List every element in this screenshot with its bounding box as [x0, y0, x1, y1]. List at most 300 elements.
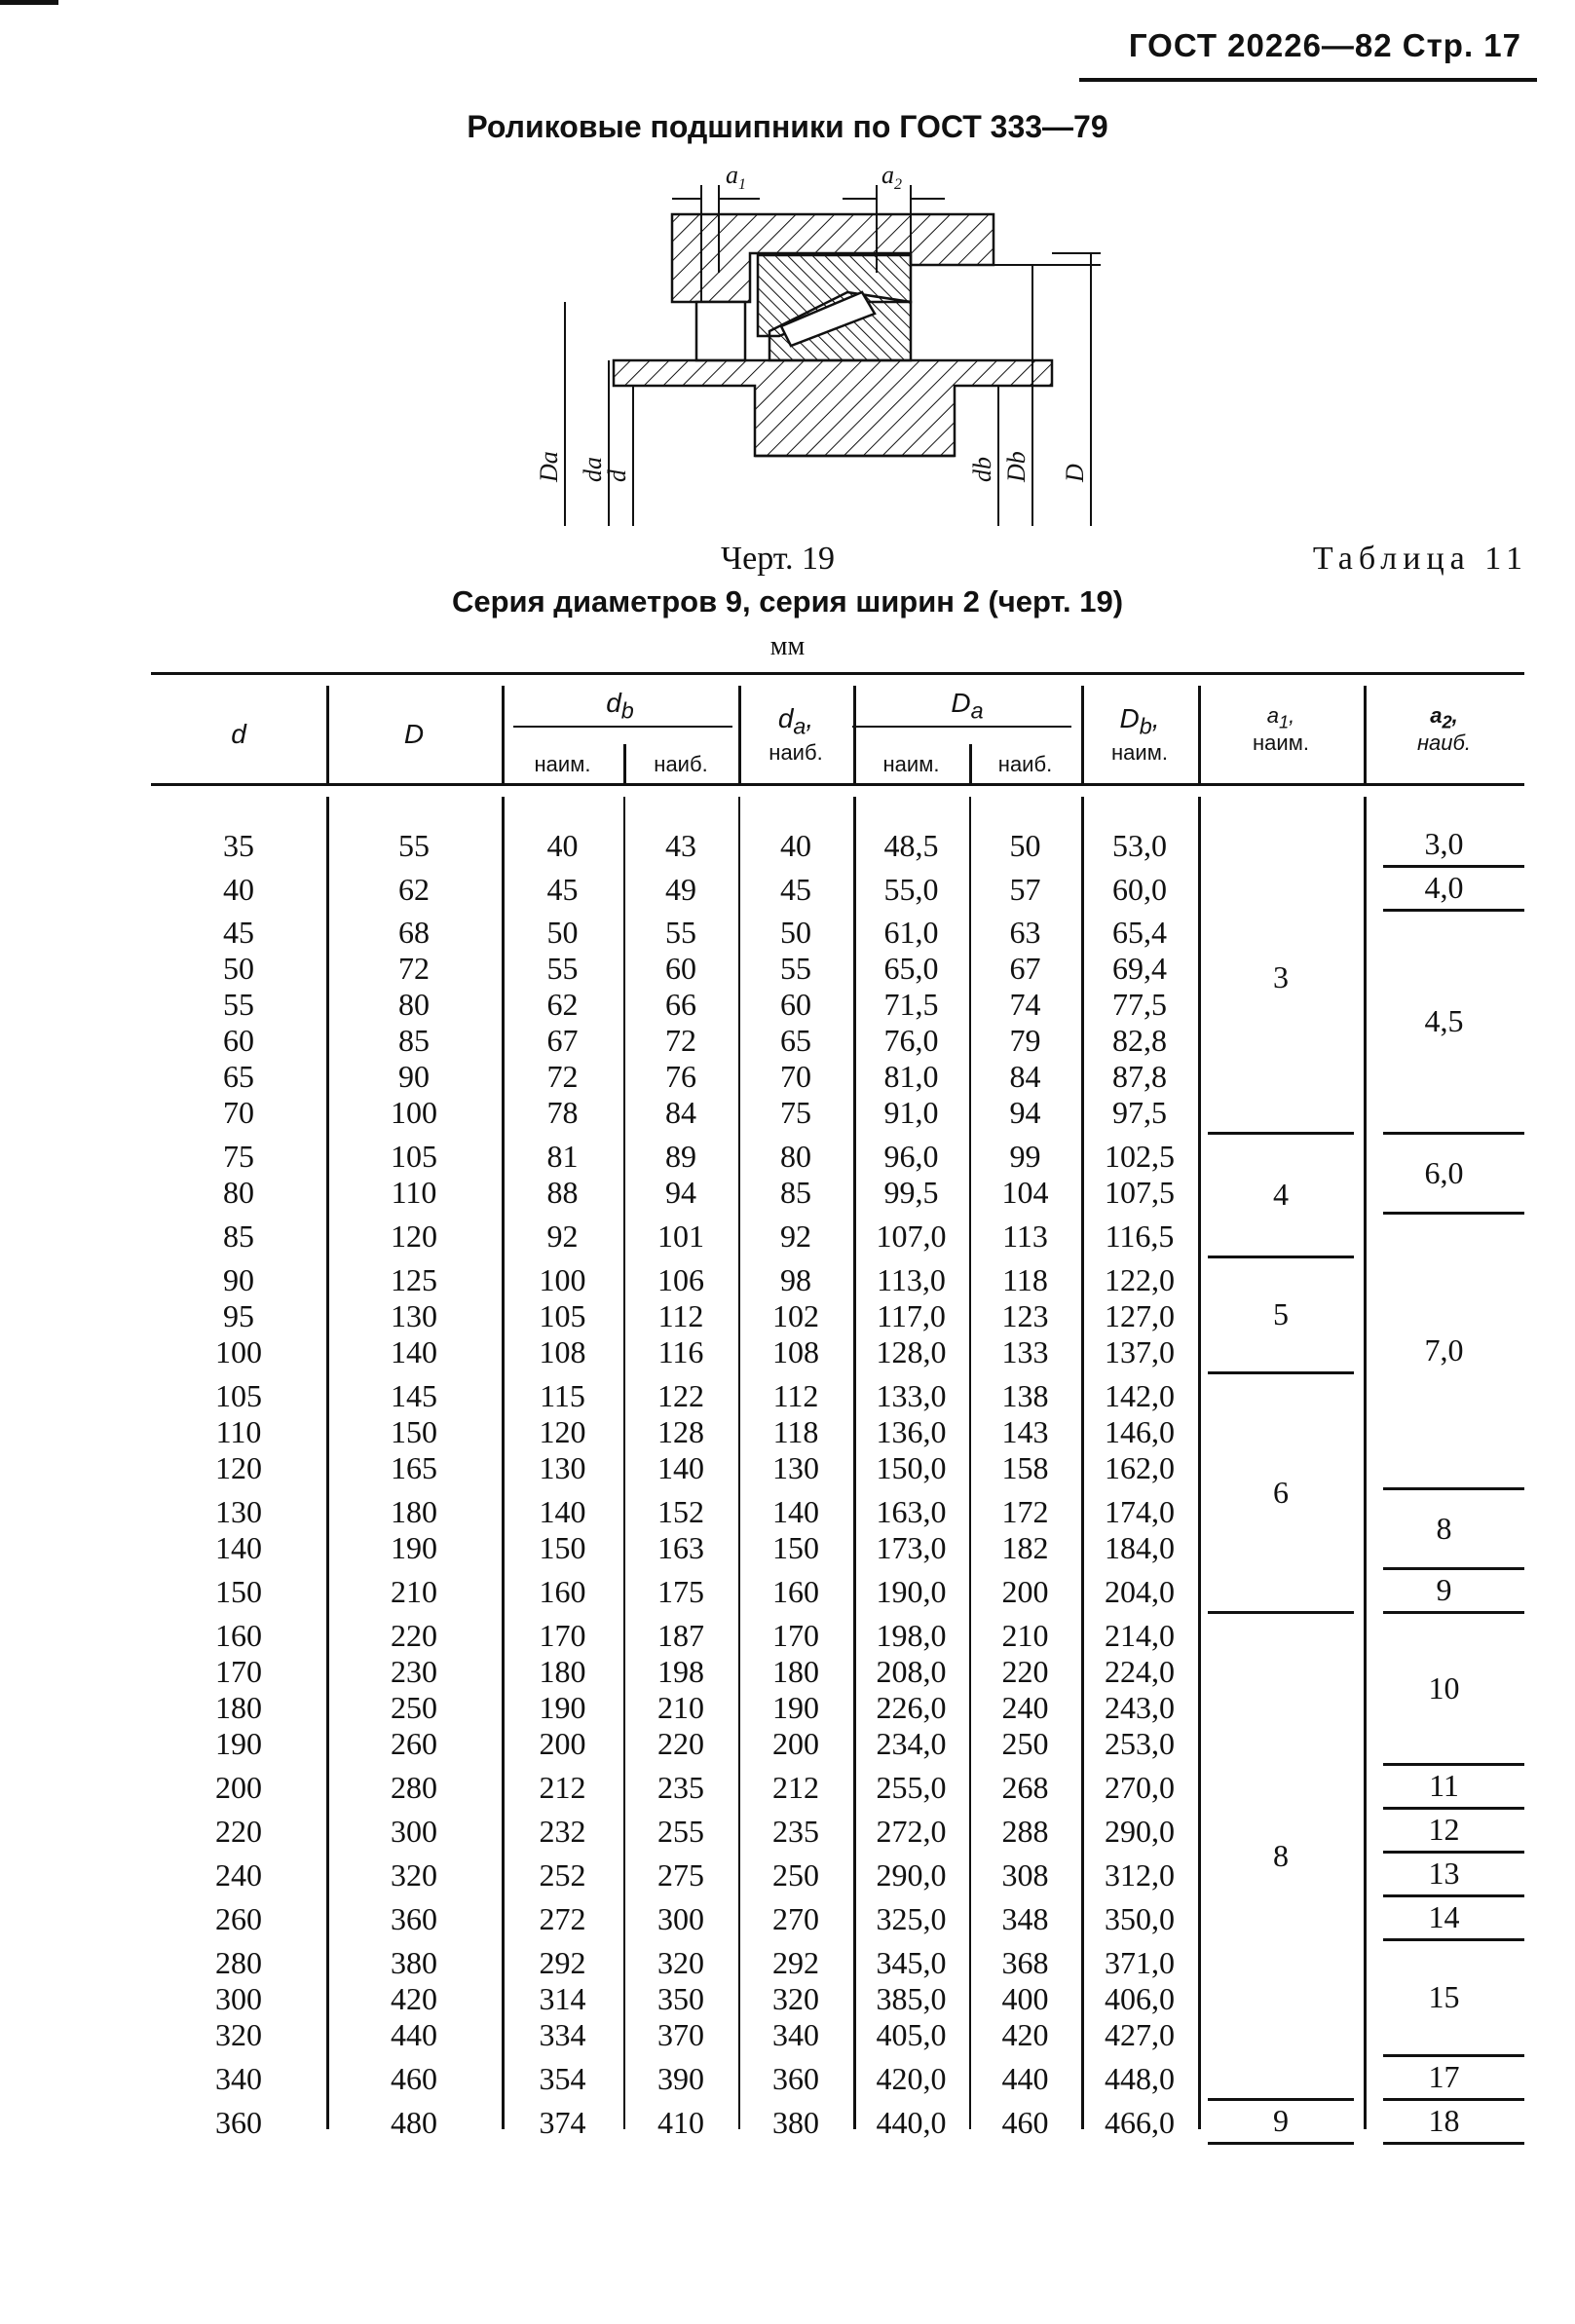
cell-db-min: 45: [546, 872, 579, 907]
cell-Da-min: 91,0: [883, 1095, 939, 1130]
cell-da: 340: [772, 2017, 819, 2052]
a2-group-rule: [1383, 1212, 1524, 1215]
label-a1: $a_1$: [726, 161, 746, 193]
page-title: Роликовые подшипники по ГОСТ 333—79: [467, 109, 1108, 144]
cell-Db: 312,0: [1105, 1857, 1175, 1893]
col-header-a1: $a_1$,: [1266, 703, 1295, 732]
a1-group: 5: [1273, 1296, 1289, 1331]
a2-group: 7,0: [1424, 1332, 1464, 1368]
a2-group: 12: [1428, 1812, 1460, 1847]
label-Da: Da: [535, 451, 563, 482]
cell-d: 60: [223, 1023, 254, 1058]
cell-da: 60: [780, 987, 811, 1022]
cell-Db: 184,0: [1105, 1530, 1175, 1565]
cell-d: 240: [215, 1857, 262, 1893]
a1-group: 9: [1273, 2103, 1289, 2138]
cell-Db: 122,0: [1105, 1262, 1175, 1297]
cell-Da-max: 99: [1009, 1139, 1041, 1174]
cell-d: 100: [215, 1334, 262, 1369]
a2-group-rule: [1383, 1938, 1524, 1941]
cell-db-max: 370: [657, 2017, 704, 2052]
label-D: D: [1061, 464, 1089, 482]
cell-Db: 69,4: [1112, 951, 1167, 986]
col-header-db-min: наим.: [534, 752, 591, 776]
cell-db-min: 354: [539, 2061, 586, 2096]
cell-Da-min: 117,0: [877, 1298, 946, 1333]
cell-Da-min: 173,0: [876, 1530, 947, 1565]
a2-group-rule: [1383, 909, 1524, 912]
cell-Db: 87,8: [1112, 1059, 1167, 1094]
cell-db-max: 76: [665, 1059, 696, 1094]
cell-Db: 350,0: [1105, 1901, 1175, 1936]
cell-db-min: 232: [539, 1814, 586, 1849]
cell-Da-min: 198,0: [876, 1618, 947, 1653]
a2-group-rule: [1383, 2142, 1524, 2145]
Da-subheader-rule: [852, 726, 1071, 728]
cell-db-max: 101: [657, 1218, 704, 1254]
col-header-a1-note: наим.: [1253, 731, 1309, 755]
cell-Da-max: 348: [1001, 1901, 1049, 1936]
col-header-Db: $D_b$,: [1119, 703, 1160, 739]
cell-d: 160: [215, 1618, 262, 1653]
cell-D: 80: [398, 987, 430, 1022]
cell-db-min: 72: [546, 1059, 579, 1094]
cell-Da-max: 182: [1001, 1530, 1049, 1565]
cell-Da-max: 210: [1001, 1618, 1049, 1653]
cell-d: 110: [215, 1414, 262, 1449]
cell-D: 55: [398, 828, 430, 863]
cell-d: 260: [215, 1901, 262, 1936]
cell-db-max: 89: [665, 1139, 696, 1174]
cell-Db: 290,0: [1105, 1814, 1175, 1849]
cell-D: 210: [391, 1574, 437, 1609]
a2-group-rule: [1383, 1611, 1524, 1614]
cell-Da-min: 96,0: [883, 1139, 939, 1174]
cell-Db: 371,0: [1105, 1945, 1175, 1980]
cell-Db: 142,0: [1105, 1378, 1175, 1413]
cell-Da-max: 200: [1001, 1574, 1049, 1609]
cell-db-min: 292: [539, 1945, 586, 1980]
cell-Da-max: 368: [1001, 1945, 1049, 1980]
cell-Da-max: 74: [1009, 987, 1041, 1022]
cell-db-min: 81: [546, 1139, 579, 1174]
cell-Da-max: 57: [1009, 872, 1041, 907]
cell-d: 65: [223, 1059, 254, 1094]
cell-db-min: 40: [546, 828, 579, 863]
cell-db-min: 150: [539, 1530, 586, 1565]
cell-da: 270: [772, 1901, 819, 1936]
cell-db-min: 108: [539, 1334, 586, 1369]
cell-db-min: 78: [546, 1095, 579, 1130]
cell-Da-max: 460: [1001, 2105, 1049, 2140]
cell-db-max: 122: [657, 1378, 704, 1413]
cell-D: 380: [391, 1945, 437, 1980]
a1-group-rule: [1208, 1132, 1354, 1135]
cell-d: 95: [223, 1298, 254, 1333]
a2-group-rule: [1383, 2054, 1524, 2057]
cell-D: 440: [391, 2017, 437, 2052]
cell-Da-min: 163,0: [876, 1494, 947, 1529]
a1-group-rule: [1208, 1611, 1354, 1614]
cell-db-max: 43: [665, 828, 696, 863]
cell-Da-min: 133,0: [876, 1378, 947, 1413]
a1-group-rule: [1208, 1256, 1354, 1258]
cell-Db: 174,0: [1105, 1494, 1175, 1529]
cell-d: 80: [223, 1175, 254, 1210]
cell-db-max: 300: [657, 1901, 704, 1936]
cell-D: 190: [391, 1530, 437, 1565]
cell-d: 35: [223, 828, 254, 863]
cell-db-max: 49: [665, 872, 696, 907]
cell-da: 170: [772, 1618, 819, 1653]
cell-da: 80: [780, 1139, 811, 1174]
cell-db-max: 410: [657, 2105, 704, 2140]
cell-d: 90: [223, 1262, 254, 1297]
cell-Db: 116,5: [1105, 1218, 1175, 1254]
cell-Db: 270,0: [1105, 1770, 1175, 1805]
cell-Da-max: 288: [1001, 1814, 1049, 1849]
cell-da: 212: [772, 1770, 819, 1805]
cell-d: 180: [215, 1690, 262, 1725]
cell-D: 460: [391, 2061, 437, 2096]
cell-D: 145: [391, 1378, 437, 1413]
cell-D: 85: [398, 1023, 430, 1058]
a1-group-rule: [1208, 2142, 1354, 2145]
col-header-D: D: [403, 719, 425, 749]
cell-da: 112: [772, 1378, 819, 1413]
cell-Da-max: 420: [1001, 2017, 1049, 2052]
db-subheader-rule: [513, 726, 732, 728]
cell-da: 160: [772, 1574, 819, 1609]
cell-Da-max: 50: [1009, 828, 1041, 863]
cell-db-max: 84: [665, 1095, 696, 1130]
cell-Da-max: 104: [1001, 1175, 1049, 1210]
cell-db-min: 50: [546, 915, 579, 950]
a2-group-rule: [1383, 865, 1524, 868]
cell-d: 75: [223, 1139, 254, 1174]
cell-D: 120: [391, 1218, 437, 1254]
cell-Db: 466,0: [1105, 2105, 1175, 2140]
cell-da: 45: [780, 872, 811, 907]
cell-D: 180: [391, 1494, 437, 1529]
cell-db-min: 67: [546, 1023, 579, 1058]
cell-db-min: 140: [539, 1494, 586, 1529]
label-db: db: [968, 457, 996, 482]
cell-db-max: 198: [657, 1654, 704, 1689]
cell-D: 105: [391, 1139, 437, 1174]
cell-Db: 427,0: [1105, 2017, 1175, 2052]
a1-group-rule: [1208, 2098, 1354, 2101]
cell-Da-min: 48,5: [883, 828, 939, 863]
cell-D: 100: [391, 1095, 437, 1130]
col-header-db: $d_b$: [606, 688, 634, 724]
cell-da: 118: [772, 1414, 819, 1449]
cell-D: 250: [391, 1690, 437, 1725]
cell-Da-min: 113,0: [877, 1262, 946, 1297]
cell-db-min: 190: [539, 1690, 586, 1725]
a1-group: 8: [1273, 1837, 1289, 1873]
cell-Da-max: 240: [1001, 1690, 1049, 1725]
cell-Db: 53,0: [1112, 828, 1167, 863]
cell-db-max: 175: [657, 1574, 704, 1609]
a2-group: 8: [1436, 1510, 1452, 1546]
table-top-rule: [151, 672, 1524, 675]
cell-Da-min: 208,0: [876, 1654, 947, 1689]
cell-Da-max: 123: [1001, 1298, 1049, 1333]
a2-group-rule: [1383, 1132, 1524, 1135]
cell-Db: 146,0: [1105, 1414, 1175, 1449]
a1-group: 3: [1273, 959, 1289, 994]
cell-db-min: 170: [539, 1618, 586, 1653]
a2-group-rule: [1383, 1894, 1524, 1897]
cell-D: 300: [391, 1814, 437, 1849]
body-sep: [1198, 797, 1201, 2129]
cell-db-max: 210: [657, 1690, 704, 1725]
cell-da: 98: [780, 1262, 811, 1297]
cell-Db: 107,5: [1105, 1175, 1175, 1210]
cell-d: 50: [223, 951, 254, 986]
cell-Da-max: 308: [1001, 1857, 1049, 1893]
figure-caption: Черт. 19: [721, 541, 836, 577]
cell-Da-max: 63: [1009, 915, 1041, 950]
cell-Db: 65,4: [1112, 915, 1167, 950]
cell-db-max: 390: [657, 2061, 704, 2096]
cell-Da-min: 136,0: [876, 1414, 947, 1449]
series-title: Серия диаметров 9, серия ширин 2 (черт. 19): [451, 584, 1124, 618]
cell-Da-max: 84: [1009, 1059, 1041, 1094]
cell-Da-min: 65,0: [883, 951, 939, 986]
cell-db-max: 152: [657, 1494, 704, 1529]
cell-da: 85: [780, 1175, 811, 1210]
cell-d: 120: [215, 1450, 262, 1485]
cell-db-min: 314: [539, 1981, 586, 2016]
cell-Db: 204,0: [1105, 1574, 1175, 1609]
label-Db: Db: [1002, 451, 1031, 482]
cell-db-min: 130: [539, 1450, 586, 1485]
cell-Da-max: 172: [1001, 1494, 1049, 1529]
cell-db-min: 100: [539, 1262, 586, 1297]
a1-group-rule: [1208, 1371, 1354, 1374]
cell-db-max: 116: [657, 1334, 704, 1369]
cell-Da-min: 226,0: [876, 1690, 947, 1725]
cell-D: 230: [391, 1654, 437, 1689]
cell-Db: 224,0: [1105, 1654, 1175, 1689]
cell-d: 130: [215, 1494, 262, 1529]
cell-da: 140: [772, 1494, 819, 1529]
cell-da: 200: [772, 1726, 819, 1761]
cell-Db: 243,0: [1105, 1690, 1175, 1725]
cell-D: 62: [398, 872, 430, 907]
cell-d: 45: [223, 915, 254, 950]
cell-db-max: 106: [657, 1262, 704, 1297]
cell-D: 72: [398, 951, 430, 986]
cell-db-max: 275: [657, 1857, 704, 1893]
cell-d: 85: [223, 1218, 254, 1254]
cell-db-max: 350: [657, 1981, 704, 2016]
cell-Db: 253,0: [1105, 1726, 1175, 1761]
cell-db-min: 200: [539, 1726, 586, 1761]
col-header-d: d: [231, 719, 246, 749]
cell-Da-max: 67: [1009, 951, 1041, 986]
cell-db-max: 60: [665, 951, 696, 986]
cell-db-max: 235: [657, 1770, 704, 1805]
label-da: da: [579, 457, 607, 482]
cell-d: 320: [215, 2017, 262, 2052]
a2-group: 14: [1428, 1899, 1460, 1934]
a2-group-rule: [1383, 1763, 1524, 1766]
cell-db-max: 72: [665, 1023, 696, 1058]
label-d: d: [603, 469, 631, 482]
unit-label: мм: [769, 631, 806, 661]
cell-da: 190: [772, 1690, 819, 1725]
cell-da: 380: [772, 2105, 819, 2140]
col-header-Db-note: наим.: [1111, 740, 1168, 765]
cell-Da-max: 118: [1002, 1262, 1048, 1297]
cell-Da-min: 255,0: [876, 1770, 947, 1805]
cell-db-min: 272: [539, 1901, 586, 1936]
cell-Da-max: 94: [1009, 1095, 1041, 1130]
a2-group: 9: [1436, 1572, 1452, 1607]
a1-group: 4: [1273, 1177, 1289, 1212]
cell-Da-min: 61,0: [883, 915, 939, 950]
cell-da: 130: [772, 1450, 819, 1485]
cell-db-max: 128: [657, 1414, 704, 1449]
cell-d: 340: [215, 2061, 262, 2096]
cell-Da-min: 234,0: [876, 1726, 947, 1761]
cell-da: 92: [780, 1218, 811, 1254]
cell-Db: 102,5: [1105, 1139, 1175, 1174]
cell-db-max: 320: [657, 1945, 704, 1980]
cell-Da-min: 55,0: [883, 872, 939, 907]
cell-Da-min: 81,0: [883, 1059, 939, 1094]
cell-D: 130: [391, 1298, 437, 1333]
cell-da: 360: [772, 2061, 819, 2096]
col-header-Da-min: наим.: [882, 752, 940, 776]
cell-Da-min: 107,0: [876, 1218, 947, 1254]
cell-Da-max: 133: [1001, 1334, 1049, 1369]
cell-db-min: 334: [539, 2017, 586, 2052]
cell-Da-max: 268: [1001, 1770, 1049, 1805]
a2-group-rule: [1383, 1487, 1524, 1490]
page-header: ГОСТ 20226—82 Стр. 17: [1128, 27, 1521, 63]
cell-Da-min: 420,0: [876, 2061, 947, 2096]
cell-db-max: 55: [665, 915, 696, 950]
cell-D: 68: [398, 915, 430, 950]
cell-da: 70: [780, 1059, 811, 1094]
cell-Da-min: 325,0: [876, 1901, 947, 1936]
label-a2: $a_2$: [881, 161, 902, 193]
a2-group: 11: [1429, 1768, 1459, 1803]
cell-Da-max: 440: [1001, 2061, 1049, 2096]
cell-db-max: 255: [657, 1814, 704, 1849]
cell-D: 125: [391, 1262, 437, 1297]
cell-Db: 406,0: [1105, 1981, 1175, 2016]
cell-db-max: 112: [657, 1298, 704, 1333]
cell-Da-min: 405,0: [876, 2017, 947, 2052]
cell-d: 300: [215, 1981, 262, 2016]
cell-db-min: 62: [546, 987, 579, 1022]
cell-da: 320: [772, 1981, 819, 2016]
cell-db-max: 66: [665, 987, 696, 1022]
cell-D: 165: [391, 1450, 437, 1485]
cell-D: 110: [391, 1175, 437, 1210]
cell-db-min: 92: [546, 1218, 579, 1254]
cell-da: 180: [772, 1654, 819, 1689]
col-header-da: $d_a$,: [777, 703, 814, 739]
cell-d: 280: [215, 1945, 262, 1980]
cell-Da-min: 272,0: [876, 1814, 947, 1849]
cell-db-min: 88: [546, 1175, 579, 1210]
cell-Db: 448,0: [1105, 2061, 1175, 2096]
cell-da: 235: [772, 1814, 819, 1849]
cell-Da-max: 250: [1001, 1726, 1049, 1761]
a2-group-rule: [1383, 1807, 1524, 1810]
cell-Da-min: 150,0: [876, 1450, 947, 1485]
cell-Db: 77,5: [1112, 987, 1167, 1022]
a2-group: 4,0: [1424, 870, 1464, 905]
cell-da: 150: [772, 1530, 819, 1565]
cell-Da-min: 190,0: [876, 1574, 947, 1609]
col-header-db-max: наиб.: [654, 752, 708, 776]
col-header-Da-max: наиб.: [997, 752, 1053, 776]
cell-Da-min: 385,0: [876, 1981, 947, 2016]
col-header-a2-note: наиб.: [1416, 731, 1472, 755]
cell-Da-min: 290,0: [876, 1857, 947, 1893]
cell-d: 170: [215, 1654, 262, 1689]
cell-db-max: 140: [657, 1450, 704, 1485]
cell-db-min: 105: [539, 1298, 586, 1333]
cell-Db: 162,0: [1105, 1450, 1175, 1485]
cell-db-min: 120: [539, 1414, 586, 1449]
a2-group: 17: [1428, 2059, 1460, 2094]
cell-da: 50: [780, 915, 811, 950]
cell-da: 102: [772, 1298, 819, 1333]
cell-Da-max: 220: [1001, 1654, 1049, 1689]
cell-Da-max: 138: [1001, 1378, 1049, 1413]
cell-Da-max: 400: [1001, 1981, 1049, 2016]
cell-d: 55: [223, 987, 254, 1022]
cell-D: 280: [391, 1770, 437, 1805]
cell-db-min: 55: [546, 951, 579, 986]
cell-D: 150: [391, 1414, 437, 1449]
col-header-a2: $a_2$,: [1430, 703, 1458, 732]
cell-d: 40: [223, 872, 254, 907]
cell-db-max: 163: [657, 1530, 704, 1565]
cell-D: 360: [391, 1901, 437, 1936]
cell-D: 260: [391, 1726, 437, 1761]
a2-group: 13: [1428, 1855, 1460, 1891]
cell-da: 292: [772, 1945, 819, 1980]
cell-D: 90: [398, 1059, 430, 1094]
header-bottom-rule: [151, 783, 1524, 786]
a2-group-rule: [1383, 1567, 1524, 1570]
cell-Da-min: 345,0: [876, 1945, 947, 1980]
cell-Da-min: 71,5: [883, 987, 939, 1022]
a1-group: 6: [1273, 1474, 1289, 1510]
a2-group: 3,0: [1424, 826, 1464, 861]
a2-group-rule: [1383, 1851, 1524, 1854]
a2-group: 15: [1428, 1979, 1460, 2014]
col-header-da-note: наиб.: [769, 740, 823, 765]
cell-D: 320: [391, 1857, 437, 1893]
cell-D: 480: [391, 2105, 437, 2140]
cell-db-min: 115: [540, 1378, 585, 1413]
cell-d: 70: [223, 1095, 254, 1130]
cell-Da-min: 128,0: [876, 1334, 947, 1369]
cell-da: 108: [772, 1334, 819, 1369]
cell-D: 220: [391, 1618, 437, 1653]
cell-d: 220: [215, 1814, 262, 1849]
